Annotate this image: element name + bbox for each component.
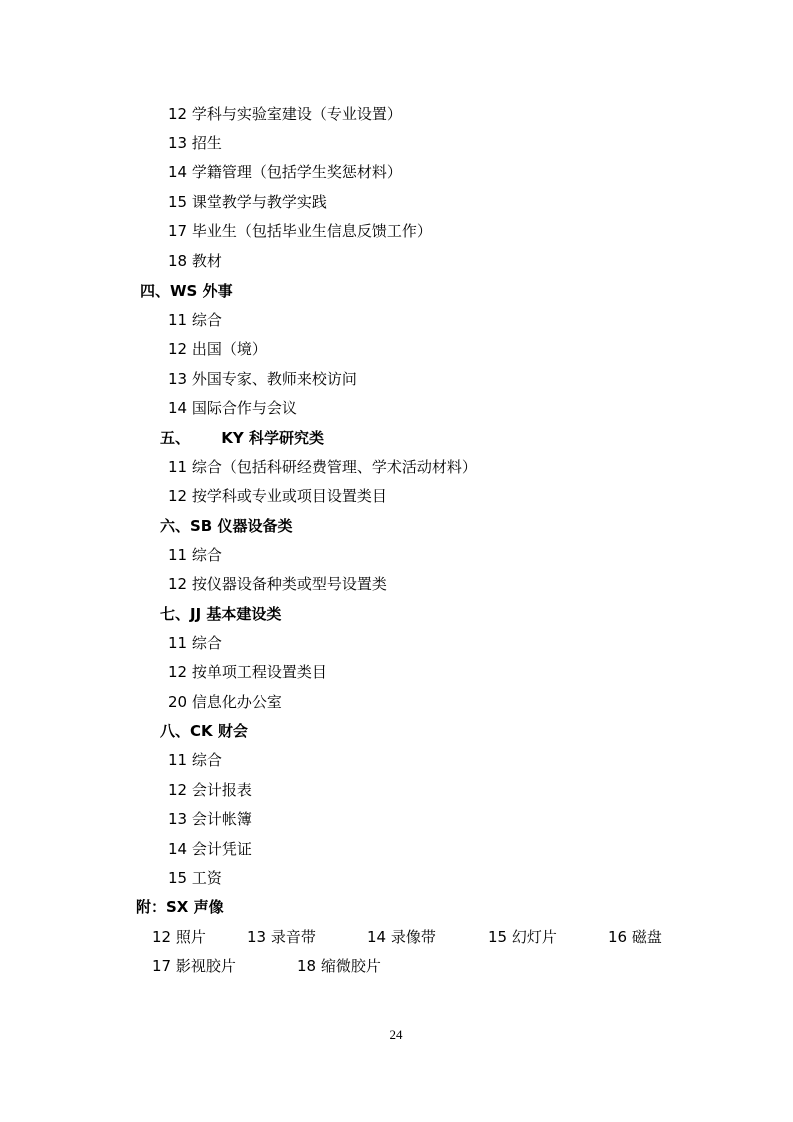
list-item [168,339,267,359]
item-code: 11 [168,546,188,564]
item-code: 20 [168,693,188,711]
item-code: 11 [168,311,188,329]
item-code: 12 [168,487,188,505]
list-item [297,956,381,976]
item-title: 按单项工程设置类目 [191,663,327,681]
item-title: 出国（境） [191,340,267,358]
item-title: 综合 [191,634,222,652]
item-title: 工资 [191,869,222,887]
list-item [168,162,402,182]
list-item [168,545,222,565]
section-title: KY 科学研究类 [221,429,324,447]
item-title: 综合 [191,311,222,329]
list-item [168,398,297,418]
item-code: 11 [168,634,188,652]
item-title: 学科与实验室建设（专业设置） [191,105,402,123]
list-item [168,369,357,389]
item-code: 13 [168,370,188,388]
item-code: 17 [152,957,172,975]
page-number: 24 [389,1027,403,1042]
list-item [168,633,222,653]
item-code: 12 [152,928,172,946]
item-code: 18 [297,957,317,975]
list-item [152,956,236,976]
item-code: 12 [168,663,188,681]
item-code: 14 [168,399,188,417]
item-code: 13 [168,810,188,828]
item-title: 会计报表 [191,781,252,799]
list-item [168,221,432,241]
item-code: 15 [168,193,188,211]
list-item [168,251,222,271]
list-item [168,868,222,888]
section-heading-ck: 八、CK 财会 [160,722,248,740]
list-item [168,486,387,506]
item-code: 13 [247,928,267,946]
list-item [168,457,477,477]
item-title: 录像带 [390,928,436,946]
item-code: 11 [168,458,188,476]
item-title: 会计帐簿 [191,810,252,828]
item-title: 会计凭证 [191,840,252,858]
list-item [168,192,327,212]
item-title: 学籍管理（包括学生奖惩材料） [191,163,402,181]
list-item [608,927,662,947]
item-code: 15 [168,869,188,887]
section-heading-ws: 四、WS 外事 [140,282,233,300]
item-code: 14 [168,163,188,181]
item-code: 13 [168,134,188,152]
item-title: 综合 [191,546,222,564]
list-item [168,133,222,153]
section-heading-ky [160,428,324,448]
list-item [168,780,252,800]
item-code: 18 [168,252,188,270]
item-title: 影视胶片 [175,957,236,975]
item-title: 外国专家、教师来校访问 [191,370,357,388]
item-code: 17 [168,222,188,240]
list-item [168,662,327,682]
item-title: 国际合作与会议 [191,399,297,417]
item-title: 招生 [191,134,222,152]
item-code: 12 [168,105,188,123]
list-item [488,927,557,947]
item-code: 12 [168,781,188,799]
list-item [168,574,387,594]
item-title: 按学科或专业或项目设置类目 [191,487,387,505]
item-code: 14 [168,840,188,858]
item-title: 毕业生（包括毕业生信息反馈工作） [191,222,432,240]
item-code: 12 [168,340,188,358]
item-title: 教材 [191,252,222,270]
section-number: 五、 [160,429,191,447]
list-item [168,839,252,859]
list-item [168,692,282,712]
item-title: 按仪器设备种类或型号设置类 [191,575,387,593]
list-item [247,927,316,947]
item-title: 综合（包括科研经费管理、学术活动材料） [191,458,477,476]
item-code: 14 [367,928,387,946]
list-item [168,310,222,330]
list-item [367,927,436,947]
item-title: 录音带 [270,928,316,946]
list-item [168,104,402,124]
list-item [168,809,252,829]
item-title: 磁盘 [631,928,662,946]
item-code: 12 [168,575,188,593]
item-title: 照片 [175,928,206,946]
section-heading-sx: 附：SX 声像 [136,898,224,916]
item-title: 缩微胶片 [320,957,381,975]
list-item [152,927,206,947]
item-title: 综合 [191,751,222,769]
item-title: 信息化办公室 [191,693,282,711]
item-code: 15 [488,928,508,946]
section-heading-jj: 七、JJ 基本建设类 [160,605,282,623]
item-title: 幻灯片 [511,928,557,946]
item-code: 16 [608,928,628,946]
section-heading-sb: 六、SB 仪器设备类 [160,517,293,535]
list-item [168,750,222,770]
item-code: 11 [168,751,188,769]
item-title: 课堂教学与教学实践 [191,193,327,211]
